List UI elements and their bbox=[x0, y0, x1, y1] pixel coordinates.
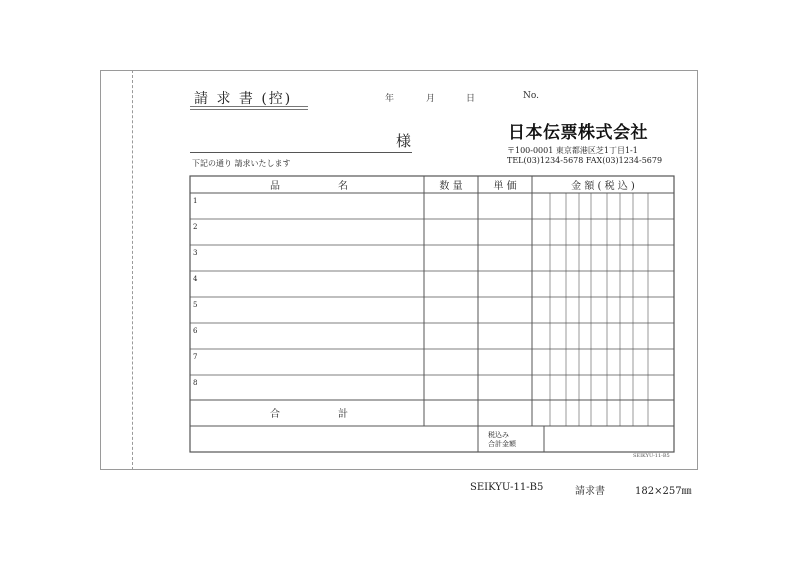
footer-size: 182×257㎜ bbox=[635, 486, 692, 497]
row-number-4: 4 bbox=[193, 275, 198, 283]
header-item-1: 品 bbox=[270, 181, 280, 192]
row-number-6: 6 bbox=[193, 327, 198, 335]
tax-total-label-line2: 合計金額 bbox=[488, 440, 516, 448]
row-number-3: 3 bbox=[193, 249, 198, 257]
tax-total-label-line1: 税込み bbox=[488, 431, 509, 439]
intro-text: 下記の通り 請求いたします bbox=[192, 159, 291, 168]
header-quantity: 数 量 bbox=[439, 181, 463, 192]
header-item-2: 名 bbox=[338, 181, 348, 192]
number-label: No. bbox=[523, 91, 539, 101]
total-label-1: 合 bbox=[270, 409, 280, 420]
month-label: 月 bbox=[426, 94, 436, 104]
footer-name: 請求書 bbox=[575, 486, 605, 497]
row-number-1: 1 bbox=[193, 197, 198, 205]
total-label-2: 計 bbox=[338, 409, 348, 420]
company-name: 日本伝票株式会社 bbox=[508, 123, 648, 143]
day-label: 日 bbox=[466, 94, 476, 104]
form-code-small: SEIKYU-11-B5 bbox=[633, 453, 670, 459]
honorific-sama: 様 bbox=[396, 132, 412, 150]
company-contact: TEL(03)1234-5678 FAX(03)1234-5679 bbox=[507, 156, 663, 165]
row-number-8: 8 bbox=[193, 379, 198, 387]
row-number-5: 5 bbox=[193, 301, 198, 309]
company-address: 〒100-0001 東京都港区芝1丁目1-1 bbox=[507, 146, 638, 155]
table-border bbox=[190, 176, 674, 452]
document-title: 請 求 書 (控) bbox=[194, 91, 293, 107]
footer-code: SEIKYU-11-B5 bbox=[470, 482, 544, 493]
row-number-7: 7 bbox=[193, 353, 198, 361]
header-amount: 金 額 ( 税 込 ) bbox=[571, 181, 635, 192]
year-label: 年 bbox=[385, 94, 395, 104]
header-unit-price: 単 価 bbox=[493, 181, 517, 192]
row-number-2: 2 bbox=[193, 223, 198, 231]
